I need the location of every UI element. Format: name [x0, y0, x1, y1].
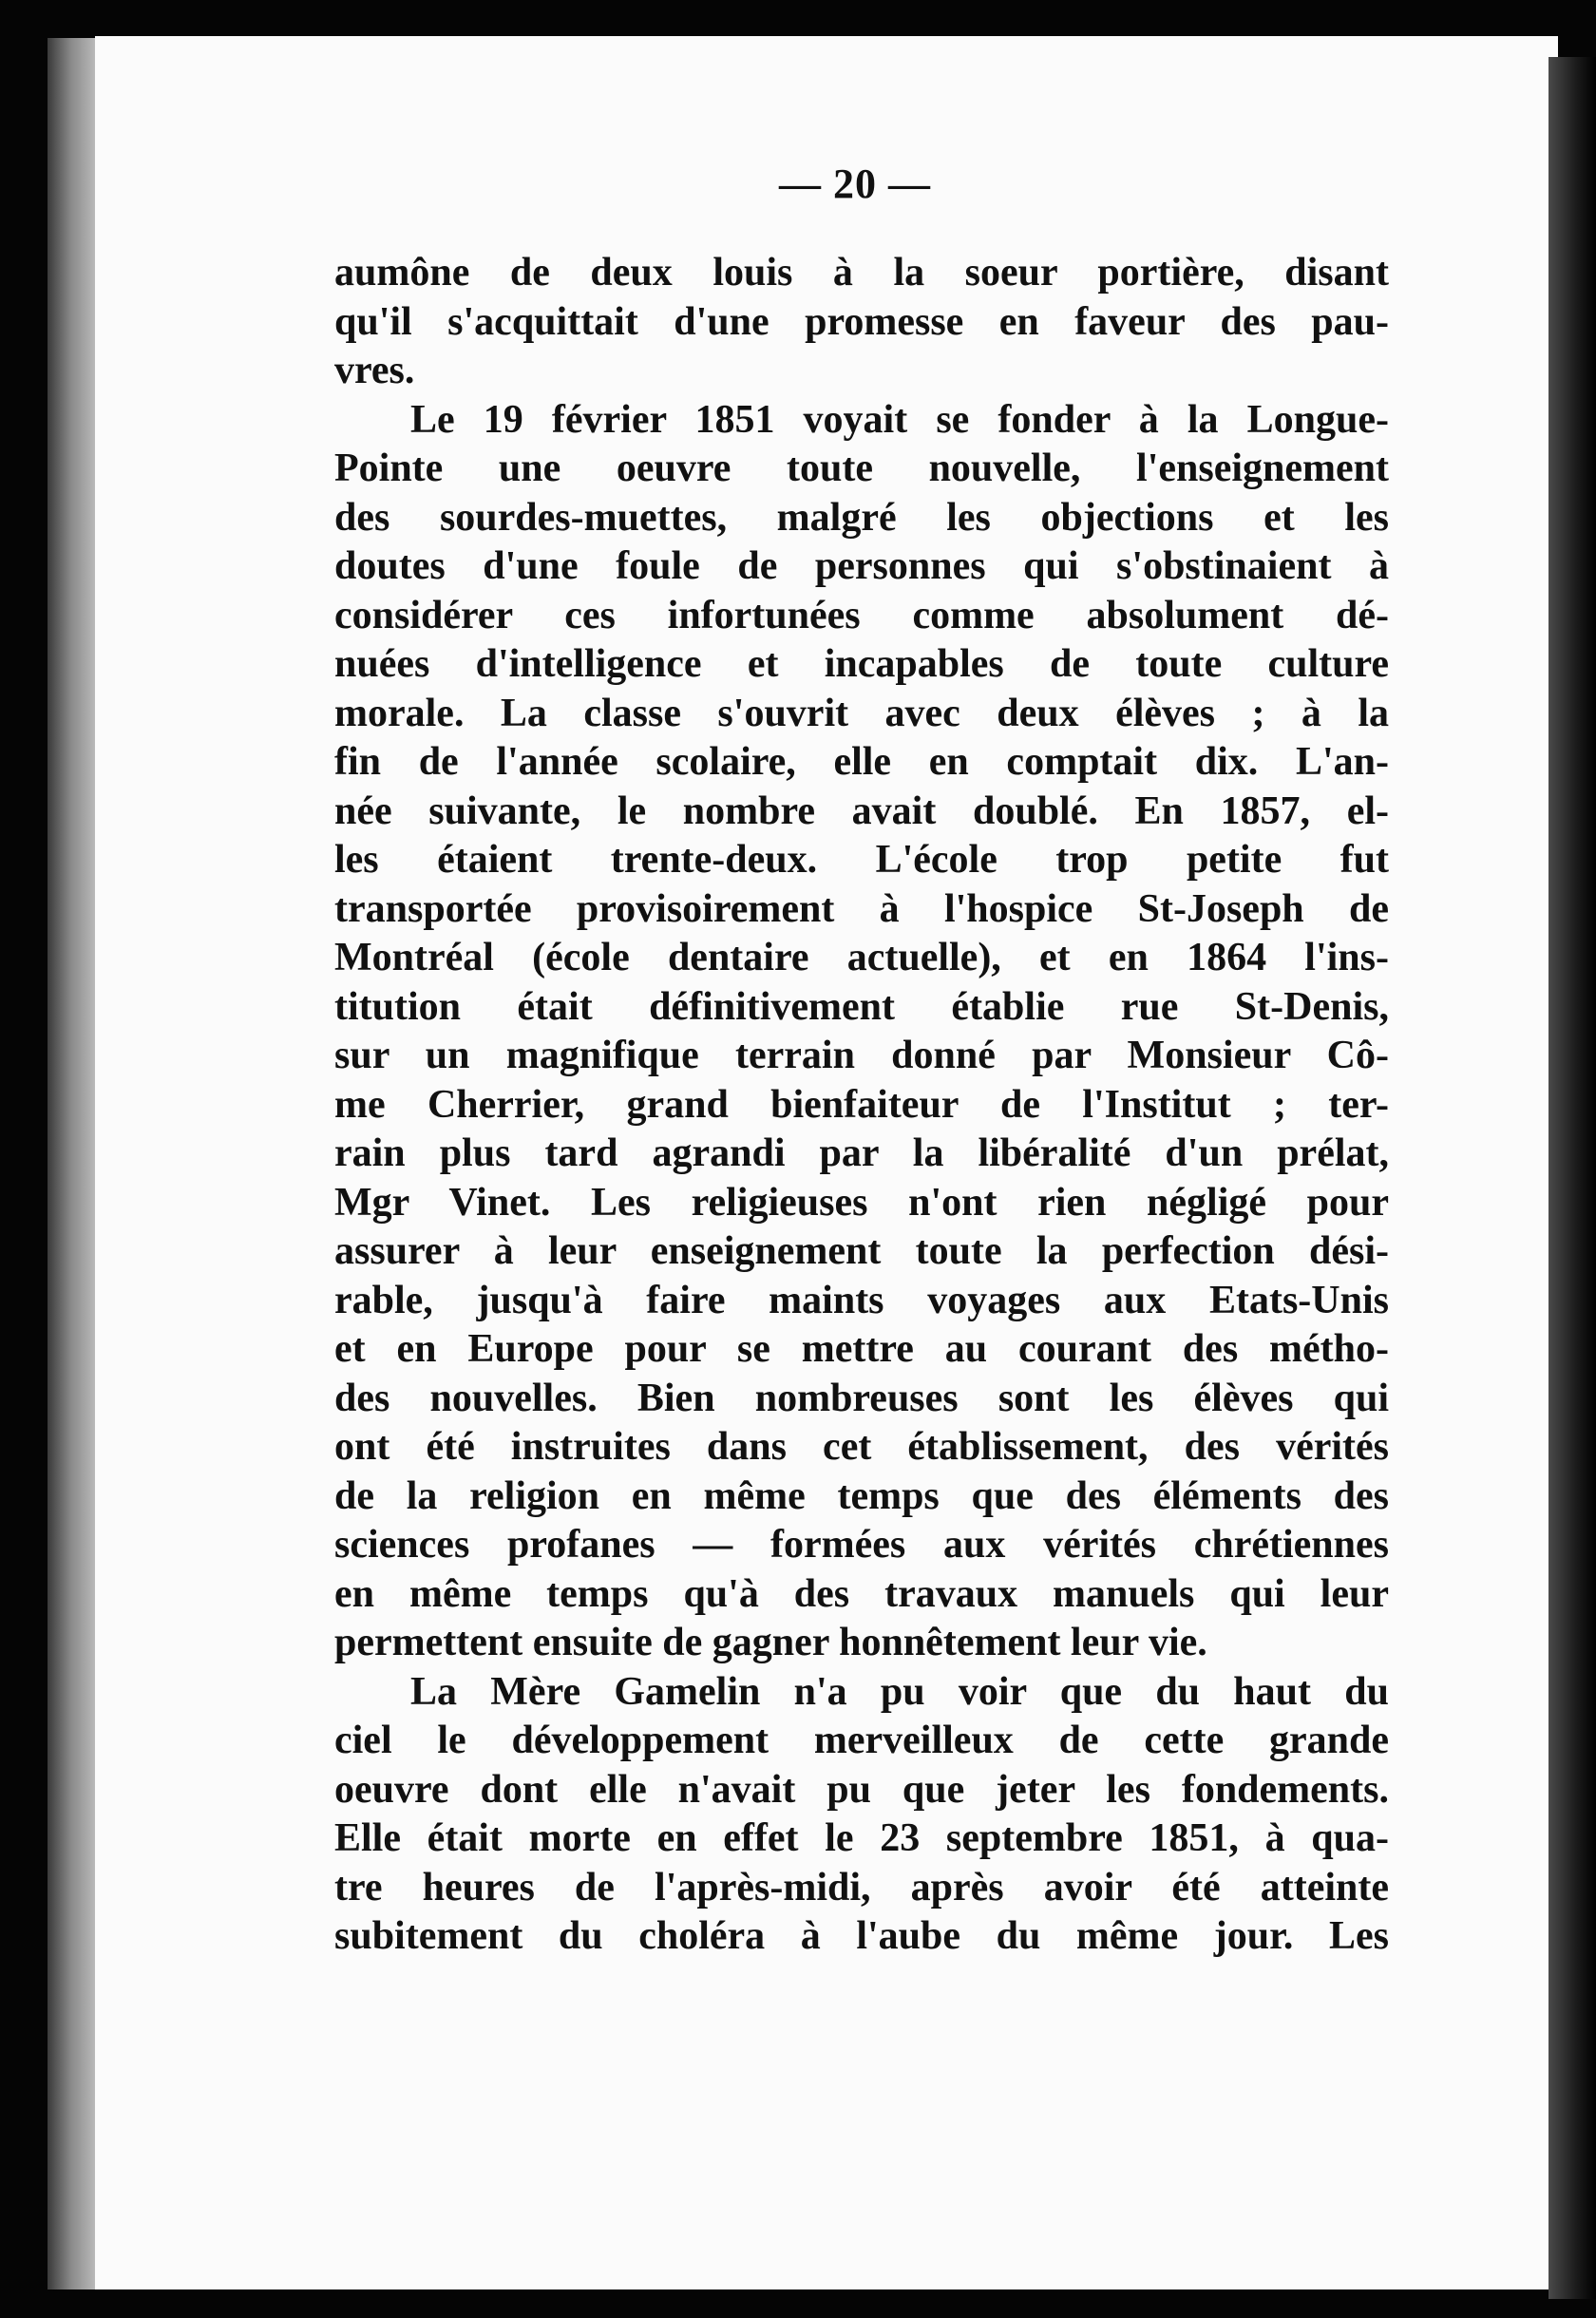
text-line: des sourdes-muettes, malgré les objections et les	[334, 495, 1389, 540]
text-line: qu'il s'acquittait d'une promesse en faveur des pau-	[334, 299, 1389, 344]
text-line: les étaient trente-deux. L'école trop petite fut	[334, 838, 1389, 882]
text-line: Montréal (école dentaire actuelle), et en 1864 l'ins-	[334, 936, 1389, 979]
text-line: rable, jusqu'à faire maints voyages aux Etats-Unis	[334, 1278, 1389, 1322]
right-page-edge	[1548, 57, 1596, 2299]
text-line: doutes d'une foule de personnes qui s'obstinaient à	[334, 544, 1389, 588]
text-line: vres.	[334, 349, 415, 392]
text-line: et en Europe pour se mettre au courant des métho-	[334, 1327, 1389, 1371]
text-line: nuées d'intelligence et incapables de toute culture	[334, 642, 1389, 686]
text-line: Elle était morte en effet le 23 septembre 1851, à qua-	[334, 1816, 1389, 1860]
text-line: ont été instruites dans cet établissement, des vérités	[334, 1425, 1389, 1469]
text-line: rain plus tard agrandi par la libéralité d'un prélat,	[334, 1131, 1389, 1175]
text-line: La Mère Gamelin n'a pu voir que du haut du	[410, 1669, 1389, 1714]
text-line: considérer ces infortunées comme absolument dé-	[334, 593, 1389, 637]
page-number: — 20 —	[779, 161, 931, 207]
text-line: sciences profanes — formées aux vérités chrétiennes	[334, 1523, 1389, 1567]
text-line: fin de l'année scolaire, elle en comptait dix. L'an-	[334, 740, 1389, 784]
text-line: tre heures de l'après-midi, après avoir été atteinte	[334, 1865, 1389, 1910]
text-line: Le 19 février 1851 voyait se fonder à la Longue-	[410, 397, 1389, 442]
text-line: sur un magnifique terrain donné par Monsieur Cô-	[334, 1034, 1389, 1077]
text-line: titution était définitivement établie rue St-Denis,	[334, 984, 1389, 1029]
text-line: oeuvre dont elle n'avait pu que jeter les fondements.	[334, 1767, 1389, 1812]
text-line: me Cherrier, grand bienfaiteur de l'Institut ; ter-	[334, 1082, 1389, 1127]
text-line: subitement du choléra à l'aube du même jour. Les	[334, 1914, 1389, 1958]
text-line: Mgr Vinet. Les religieuses n'ont rien négligé pour	[334, 1180, 1389, 1225]
text-line: aumône de deux louis à la soeur portière, disant	[334, 251, 1389, 294]
text-line: des nouvelles. Bien nombreuses sont les élèves qui	[334, 1376, 1389, 1420]
text-line: née suivante, le nombre avait doublé. En 1857, el-	[334, 788, 1389, 833]
text-line: Pointe une oeuvre toute nouvelle, l'enseignement	[334, 446, 1389, 490]
text-line: permettent ensuite de gagner honnêtement leur vie.	[334, 1621, 1207, 1664]
text-line: en même temps qu'à des travaux manuels qui leur	[334, 1571, 1389, 1616]
text-line: transportée provisoirement à l'hospice St-Joseph de	[334, 886, 1389, 931]
body-text	[334, 249, 1389, 1962]
text-line: morale. La classe s'ouvrit avec deux élèves ; à la	[334, 691, 1389, 735]
text-line: assurer à leur enseignement toute la perfection dési-	[334, 1229, 1389, 1273]
text-line: ciel le développement merveilleux de cette grande	[334, 1719, 1389, 1762]
text-line: de la religion en même temps que des éléments des	[334, 1473, 1389, 1518]
